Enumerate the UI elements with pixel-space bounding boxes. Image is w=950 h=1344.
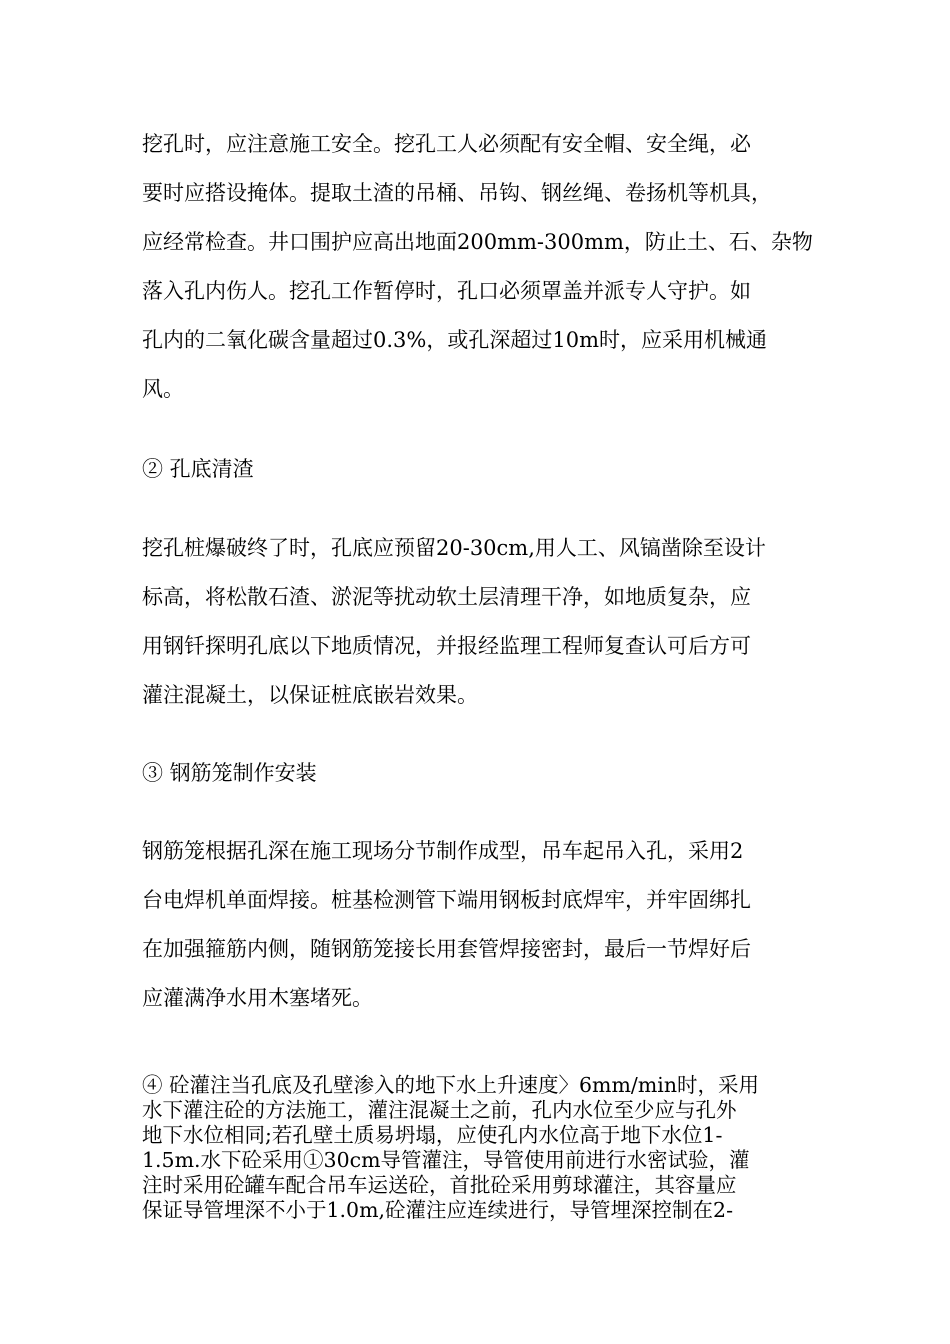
text-line: 注时采用砼罐车配合吊车运送砼，首批砼采用剪球灌注，其容量应 bbox=[142, 1173, 737, 1197]
text-line: 挖孔桩爆破终了时，孔底应预留20-30cm,用人工、风镐凿除至设计 bbox=[142, 536, 766, 560]
section-heading-hole-bottom-cleaning bbox=[142, 454, 810, 484]
text-line: 挖孔时，应注意施工安全。挖孔工人必须配有安全帽、安全绳，必 bbox=[142, 132, 751, 156]
text-line: 在加强箍筋内侧，随钢筋笼接长用套管焊接密封，最后一节焊好后 bbox=[142, 937, 751, 961]
paragraph-rebar-cage bbox=[142, 827, 810, 1023]
text-line: 台电焊机单面焊接。桩基检测管下端用钢板封底焊牢，并牢固绑扎 bbox=[142, 888, 751, 912]
paragraph-excavation-safety bbox=[142, 120, 813, 414]
text-line: 孔内的二氧化碳含量超过0.3%，或孔深超过10m时，应采用机械通 bbox=[142, 328, 767, 352]
text-line: 1.5m.水下砼采用①30cm导管灌注，导管使用前进行水密试验，灌 bbox=[142, 1148, 750, 1172]
text-line: 水下灌注砼的方法施工，灌注混凝土之前，孔内水位至少应与孔外 bbox=[142, 1098, 737, 1122]
text-line: 保证导管埋深不小于1.0m,砼灌注应连续进行，导管埋深控制在2- bbox=[142, 1198, 734, 1222]
paragraph-concrete-pouring bbox=[142, 1073, 810, 1223]
text-line: 钢筋笼根据孔深在施工现场分节制作成型，吊车起吊入孔，采用2 bbox=[142, 839, 744, 863]
text-line: 标高，将松散石渣、淤泥等扰动软土层清理干净，如地质复杂，应 bbox=[142, 585, 751, 609]
text-line: 地下水位相同;若孔壁土质易坍塌，应使孔内水位高于地下水位1- bbox=[142, 1123, 723, 1147]
paragraph-hole-bottom-cleaning bbox=[142, 524, 810, 720]
heading-text: ③ 钢筋笼制作安装 bbox=[142, 761, 317, 785]
text-line: 落入孔内伤人。挖孔工作暂停时，孔口必须罩盖并派专人守护。如 bbox=[142, 279, 751, 303]
text-line: 要时应搭设掩体。提取土渣的吊桶、吊钩、钢丝绳、卷扬机等机具， bbox=[142, 181, 772, 205]
text-line: ④ 砼灌注当孔底及孔壁渗入的地下水上升速度〉6mm/min时，采用 bbox=[142, 1073, 760, 1097]
text-line: 灌注混凝土，以保证桩底嵌岩效果。 bbox=[142, 683, 478, 707]
heading-text: ② 孔底清渣 bbox=[142, 457, 254, 481]
text-line: 用钢钎探明孔底以下地质情况，并报经监理工程师复查认可后方可 bbox=[142, 634, 751, 658]
section-heading-rebar-cage bbox=[142, 758, 810, 788]
text-line: 应经常检查。井口围护应高出地面200mm-300mm，防止土、石、杂物 bbox=[142, 230, 813, 254]
text-line: 应灌满净水用木塞堵死。 bbox=[142, 986, 373, 1010]
text-line: 风。 bbox=[142, 377, 184, 401]
